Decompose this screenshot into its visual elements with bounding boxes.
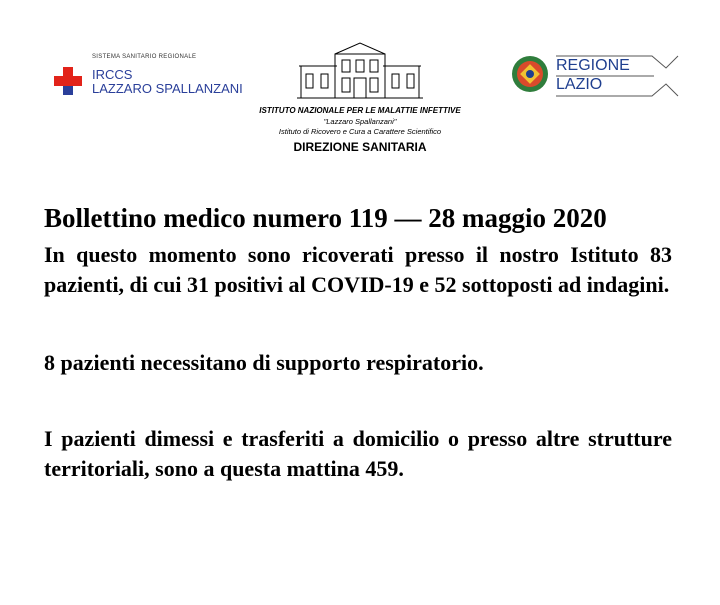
red-cross-icon	[52, 65, 84, 97]
bulletin-title: Bollettino medico numero 119 — 28 maggio 2020	[44, 203, 607, 233]
regione-label: REGIONE	[556, 57, 630, 74]
spallanzani-logo	[52, 52, 242, 102]
logo-spallanzani: LAZZARO SPALLANZANI	[92, 81, 243, 96]
institute-type: Istituto di Ricovero e Cura a Carattere Scientifico	[278, 127, 442, 136]
respiratory-paragraph: 8 pazienti necessitano di supporto respiratorio.	[44, 350, 484, 375]
lazio-emblem-icon	[510, 54, 550, 94]
building-icon	[295, 40, 425, 102]
institute-name: ISTITUTO NAZIONALE PER LE MALATTIE INFETTIVE	[259, 106, 461, 115]
regione-lazio-logo	[510, 54, 680, 100]
letterhead	[0, 0, 720, 175]
lazio-label: LAZIO	[556, 76, 603, 93]
hospitalized-paragraph: In questo momento sono ricoverati presso il nostro Istituto 83 pazienti, di cui 31 positivi al COVID-19 e 52 sottoposti ad indagini.	[44, 242, 672, 297]
bulletin-body	[44, 200, 672, 484]
discharged-paragraph: I pazienti dimessi e trasferiti a domicilio o presso altre strutture territoriali, sono a questa mattina 459.	[44, 426, 672, 481]
logo-irccs: IRCCS	[92, 67, 133, 82]
institute-emblem	[236, 40, 484, 170]
logo-subtitle: SISTEMA SANITARIO REGIONALE	[92, 54, 197, 60]
institute-quote: "Lazzaro Spallanzani"	[323, 117, 397, 126]
direction-title: DIREZIONE SANITARIA	[293, 140, 427, 154]
